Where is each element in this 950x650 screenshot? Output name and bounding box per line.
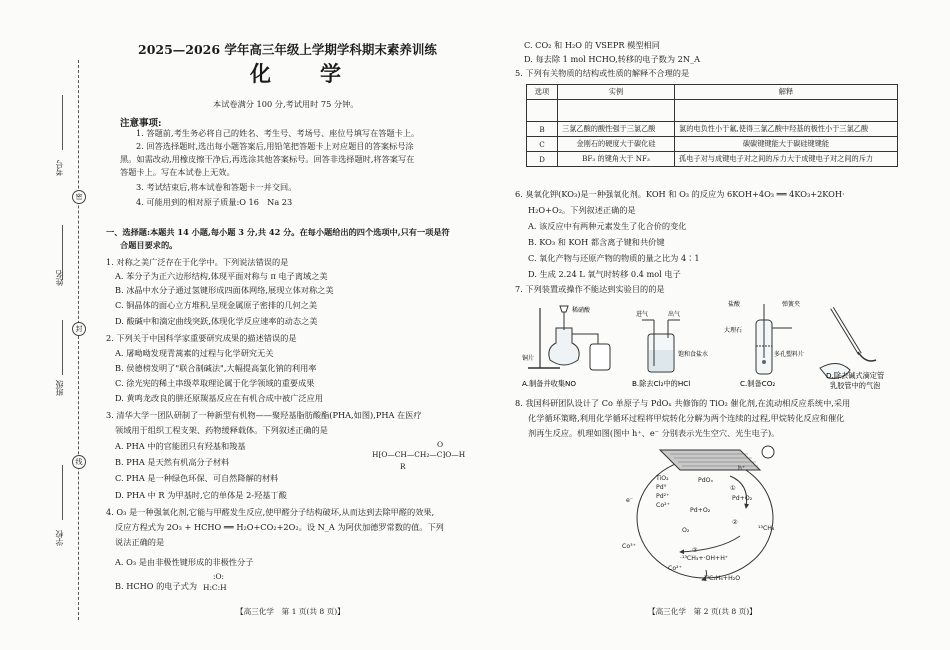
field-label-school: 学校: [55, 530, 64, 546]
table-cell: D: [527, 152, 558, 167]
legend-item: Co²⁺: [656, 502, 670, 509]
sun-icon: [762, 446, 774, 458]
footer-left: 【高三化学 第 1 页(共 8 页)】: [236, 607, 345, 616]
legend-item: TiO₂: [656, 475, 669, 482]
label-pd-o2-a: Pd+O₂: [732, 495, 753, 502]
section-heading: 一、选择题:本题共 14 小题,每小题 3 分,共 42 分。在每小题给出的四个选项中,只有一项是符: [106, 227, 450, 237]
label-plate: 多孔塑料片: [774, 351, 805, 358]
q8-stem-cont2: 剂再生反应。机理如图(图中 h⁺、e⁻ 分别表示光生空穴、光生电子)。: [528, 428, 780, 438]
label-co3: Co³⁺: [622, 543, 636, 550]
label-ch4: ¹³CH₄: [758, 525, 775, 532]
label-pdox: PdOₓ: [698, 477, 714, 484]
table-row: [527, 152, 898, 167]
q4-option-d: D. 每去除 1 mol HCHO,转移的电子数为 2N_A: [524, 54, 701, 64]
label-pd-o2-b: Pd+O₂: [690, 507, 711, 514]
col-header: 实例: [558, 85, 675, 100]
apparatus-b: [636, 310, 708, 372]
notice-title: 注意事项:: [120, 118, 162, 129]
q4-stem: 4. O₃ 是一种强氧化剂,它能与甲醛发生反应,使甲醛分子结构破坏,从而达到去除甲醛的效果,: [106, 507, 435, 517]
pha-formula: H⁅O—CH—CH₂—C⁆O—H: [372, 450, 466, 459]
label-product1: ·¹³CH₃+·OH+H⁺: [680, 555, 729, 562]
pha-formula-o: O: [437, 440, 444, 449]
table-cell: BF₃ 的键角大于 NF₃: [558, 152, 675, 167]
caption-c: C.制备CO₂: [740, 379, 776, 388]
q3-stem: 3. 清华大学一团队研制了一种新型有机物——聚羟基脂肪酸酯(PHA,如图),PHA 在医疗: [106, 410, 422, 420]
col-header: 选项: [527, 85, 558, 100]
q2-option-b: B. 侯德榜发明了"联合制碱法",大幅提高氯化钠的利用率: [115, 363, 317, 373]
q2-option-d: D. 黄鸣龙改良的肼还原羰基反应在有机合成中被广泛应用: [115, 393, 323, 403]
q8-stem-cont: 化学循环策略,利用化学循环过程将甲烷转化分解为两个连续的过程,甲烷转化反应和催化: [528, 413, 845, 423]
q4-option-b: B. HCHO 的电子式为: [115, 581, 198, 591]
table-cell: [558, 100, 675, 122]
q6-option-c: C. 氧化产物与还原产物的物质的量之比为 4∶1: [528, 253, 700, 263]
q1-option-d: D. 酸碱中和滴定曲线突跃,体现化学反应速率的动态之美: [115, 316, 318, 326]
table-cell: 三氯乙酸的酸性强于三氯乙酸: [558, 122, 675, 137]
caption-b: B.除去Cl₂中的HCl: [632, 379, 691, 388]
table-row: [527, 137, 898, 152]
label-gas-out: 出气: [668, 311, 681, 318]
score-line: 本试卷满分 100 分,考试用时 75 分钟。: [213, 99, 359, 109]
apparatus-d: [820, 308, 876, 378]
label-o2: O₂: [682, 527, 690, 534]
label-dilute-acid: 稀硝酸: [572, 307, 591, 314]
label-gas-in: 进气: [636, 311, 649, 318]
table-cell: [527, 100, 558, 122]
field-label-class: 班级: [55, 380, 64, 396]
hcho-lewis-top: :O:: [213, 572, 225, 581]
table-cell: 氯的电负性小于氟,使得三氯乙酸中羟基的极性小于三氯乙酸: [675, 122, 898, 137]
field-blank-school: [62, 465, 63, 520]
label-marble: 大理石: [724, 327, 743, 334]
cut-line: [78, 60, 79, 620]
label-step2: ②: [732, 519, 738, 526]
footer-right: 【高三化学 第 2 页(共 8 页)】: [648, 607, 757, 616]
q4-option-a: A. O₃ 是由非极性键形成的非极性分子: [115, 557, 254, 567]
col-header: 解释: [675, 85, 898, 100]
table-cell: [675, 100, 898, 122]
pha-formula-r: R: [400, 462, 406, 471]
field-blank-class: [62, 320, 63, 375]
q1-stem: 1. 对称之美广泛存在于化学中。下列说法错误的是: [106, 257, 289, 267]
q5-table: [526, 84, 898, 167]
q6-option-a: A. 该反应中有两种元素发生了化合价的变化: [528, 221, 687, 231]
notice-item: 答题卡上。写在本试卷上无效。: [120, 167, 235, 177]
table-row: [527, 122, 898, 137]
notice-item: 1. 答题前,考生务必将自己的姓名、考生号、考场号、座位号填写在答题卡上。: [136, 128, 420, 138]
q6-option-b: B. KO₃ 和 KOH 都含离子键和共价键: [528, 237, 665, 247]
q3-option-c: C. PHA 是一种绿色环保、可自然降解的材料: [115, 473, 279, 483]
caption-a: A.制备并收集NO: [522, 379, 577, 388]
q1-option-b: B. 冰晶中水分子通过氢键形成四面体网络,展现立体对称之美: [115, 285, 334, 295]
q2-option-a: A. 屠呦呦发现青蒿素的过程与化学研究无关: [115, 348, 274, 358]
notice-item: 4. 可能用到的相对原子质量:O 16 Na 23: [136, 197, 293, 207]
q1-option-c: C. 铜晶体的面心立方堆积,呈现金属原子密排的几何之美: [115, 300, 318, 310]
label-product2: ¹³C₂H₆+H₂O: [704, 575, 741, 582]
field-blank-name: [62, 225, 63, 280]
q3-stem-cont: 领域用于组织工程支架、药物缓释载体。下列叙述正确的是: [115, 425, 328, 435]
q4-stem-cont2: 说法正确的是: [115, 537, 165, 547]
q8-stem: 8. 我国科研团队设计了 Co 单原子与 PdOₓ 共修饰的 TiO₂ 催化剂,在流动相反应系统中,采用: [515, 398, 851, 408]
subject-title: 化 学: [250, 61, 355, 86]
q2-option-c: C. 徐光宪的稀土串级萃取理论属于化学领域的重要成果: [115, 378, 315, 388]
q2-stem: 2. 下列关于中国科学家重要研究成果的描述错误的是: [106, 333, 297, 343]
legend-item: Pd°: [656, 484, 667, 491]
label-clamp: 弹簧夹: [782, 301, 801, 308]
q5-stem: 5. 下列有关物质的结构或性质的解释不合理的是: [515, 68, 690, 78]
label-step1: ①: [730, 485, 736, 492]
notice-item: 黑。如需改动,用橡皮擦干净后,再选涂其他答案标号。回答非选择题时,将答案写在: [120, 154, 415, 164]
section-heading-cont: 合题目要求的。: [120, 240, 178, 250]
notice-item: 2. 回答选择题时,选出每小题答案后,用铅笔把答题卡上对应题目的答案标号涂: [136, 141, 414, 151]
label-co2: Co²⁺: [668, 565, 682, 572]
table-row: [527, 100, 898, 122]
q6-option-d: D. 生成 2.24 L 氧气时转移 0.4 mol 电子: [528, 269, 681, 279]
hcho-lewis-bottom: H:C:H: [203, 583, 227, 592]
label-saline: 饱和食盐水: [678, 351, 709, 358]
table-cell: 孤电子对与成键电子对之间的斥力大于成键电子对之间的斥力: [675, 152, 898, 167]
q7-apparatus-figure: [520, 298, 910, 390]
field-label-exam-no: 考号: [55, 160, 64, 176]
apparatus-c: [724, 300, 804, 374]
table-header-row: [527, 85, 898, 100]
q3-option-d: D. PHA 中 R 为甲基时,它的单体是 2-羟基丁酸: [115, 490, 287, 500]
label-hplus: h⁺: [738, 465, 746, 472]
caption-d: D.除去碱式滴定管: [826, 371, 885, 380]
seal-feng: 封: [72, 322, 86, 336]
q1-option-a: A. 苯分子为正六边形结构,体现平面对称与 π 电子离域之美: [115, 271, 328, 281]
notice-item: 3. 考试结束后,将本试卷和答题卡一并交回。: [136, 182, 297, 192]
legend-item: Pd²⁺: [656, 493, 670, 500]
q6-stem: 6. 臭氧化钾(KO₃)是一种强氧化剂。KOH 和 O₃ 的反应为 6KOH+4O₃ ══ 4KO₃+2KOH·: [515, 189, 845, 199]
q3-option-b: B. PHA 是天然有机高分子材料: [115, 457, 230, 467]
label-copper: 铜片: [522, 355, 535, 362]
seal-mi: 密: [72, 190, 86, 204]
label-eminus: e⁻: [626, 497, 634, 504]
table-cell: B: [527, 122, 558, 137]
exam-title: 2025—2026 学年高三年级上学期学科期末素养训练: [138, 42, 437, 57]
table-cell: 碳碳键键能大于碳硅键键能: [675, 137, 898, 152]
label-step3: ③: [692, 547, 698, 554]
q7-stem: 7. 下列装置或操作不能达到实验目的的是: [515, 284, 665, 294]
q4-stem-cont: 反应方程式为 2O₃ + HCHO ══ H₂O+CO₂+2O₂。设 N_A 为阿伏加德罗常数的值。下列: [115, 522, 444, 532]
table-cell: 金刚石的硬度大于碳化硅: [558, 137, 675, 152]
q6-stem-cont: H₂O+O₂。下列叙述正确的是: [528, 205, 636, 215]
table-cell: C: [527, 137, 558, 152]
label-hcl: 盐酸: [728, 301, 741, 308]
q3-option-a: A. PHA 中的官能团只有羟基和羧基: [115, 441, 246, 451]
apparatus-a: [522, 306, 610, 370]
q4-option-c: C. CO₂ 和 H₂O 的 VSEPR 模型相同: [524, 40, 660, 50]
mechanism-diagram: [620, 440, 790, 588]
seal-xian: 线: [72, 455, 86, 469]
field-label-name: 姓名: [55, 270, 64, 286]
field-blank-exam-no: [62, 95, 63, 150]
caption-d-cont: 乳胶管中的气泡: [830, 381, 881, 390]
